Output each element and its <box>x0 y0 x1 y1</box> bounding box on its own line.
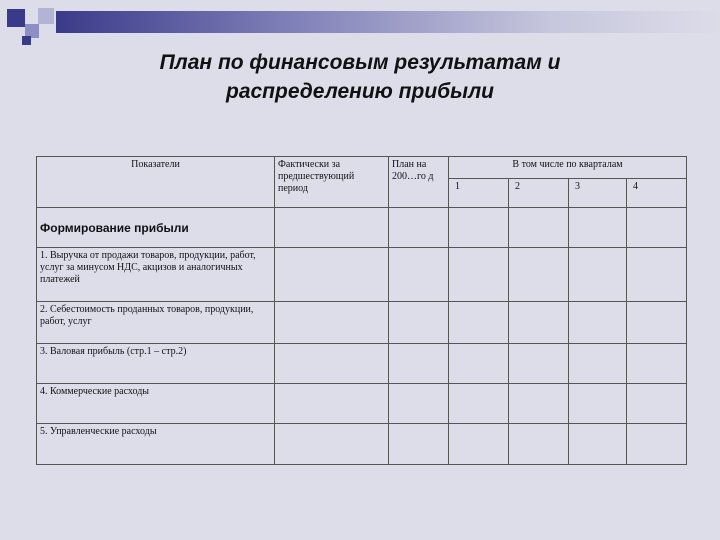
table-cell <box>569 208 627 248</box>
title-line-2: распределению прибыли <box>226 80 494 103</box>
table-cell <box>275 302 389 344</box>
table-cell <box>569 248 627 302</box>
table-cell <box>509 344 569 384</box>
table-cell <box>509 208 569 248</box>
header-quarter-2: 2 <box>509 179 569 208</box>
row-label-4: 4. Коммерческие расходы <box>37 384 275 424</box>
table-cell <box>509 248 569 302</box>
title-line-1: План по финансовым результатам и <box>159 51 561 74</box>
table-cell <box>449 424 509 465</box>
table-cell <box>509 384 569 424</box>
plan-table <box>36 156 687 465</box>
table-cell <box>449 208 509 248</box>
table-cell <box>389 344 449 384</box>
decor-square-1 <box>7 9 25 27</box>
table-cell <box>569 424 627 465</box>
table-cell <box>627 302 687 344</box>
row-label-5: 5. Управленческие расходы <box>37 424 275 465</box>
table-cell <box>449 248 509 302</box>
table-cell <box>389 248 449 302</box>
table-cell <box>389 208 449 248</box>
header-quarter-1: 1 <box>449 179 509 208</box>
table-cell <box>389 384 449 424</box>
header-quarter-3: 3 <box>569 179 627 208</box>
row-label-1: 1. Выручка от продажи товаров, продукции, работ, услуг за минусом НДС, акцизов и аналогичных платежей <box>37 248 275 302</box>
table-cell <box>275 248 389 302</box>
table-cell <box>627 344 687 384</box>
table-cell <box>275 344 389 384</box>
table-cell <box>627 384 687 424</box>
table-cell <box>449 384 509 424</box>
table-cell <box>569 384 627 424</box>
header-quarter-4: 4 <box>627 179 687 208</box>
decor-square-4 <box>22 36 31 45</box>
row-label-3: 3. Валовая прибыль (стр.1 – стр.2) <box>37 344 275 384</box>
header-indicators: Показатели <box>37 157 275 208</box>
table-cell <box>509 424 569 465</box>
table-cell <box>389 302 449 344</box>
table-cell <box>627 424 687 465</box>
table-cell <box>275 424 389 465</box>
row-label-2: 2. Себестоимость проданных товаров, продукции, работ, услуг <box>37 302 275 344</box>
section-row-label: Формирование прибыли <box>37 208 275 248</box>
header-actual: Фактически за предшествующий период <box>275 157 389 208</box>
table-cell <box>275 384 389 424</box>
table-cell <box>275 208 389 248</box>
table-cell <box>389 424 449 465</box>
header-quarters: В том числе по кварталам <box>449 157 687 179</box>
table-cell <box>449 302 509 344</box>
table-cell <box>509 302 569 344</box>
page-title <box>80 48 640 106</box>
header-plan: План на 200…го д <box>389 157 449 208</box>
table-cell <box>569 344 627 384</box>
table-cell <box>627 208 687 248</box>
decor-square-3 <box>38 8 54 24</box>
header-gradient-bar <box>56 11 720 33</box>
table-cell <box>449 344 509 384</box>
table-cell <box>569 302 627 344</box>
table-cell <box>627 248 687 302</box>
